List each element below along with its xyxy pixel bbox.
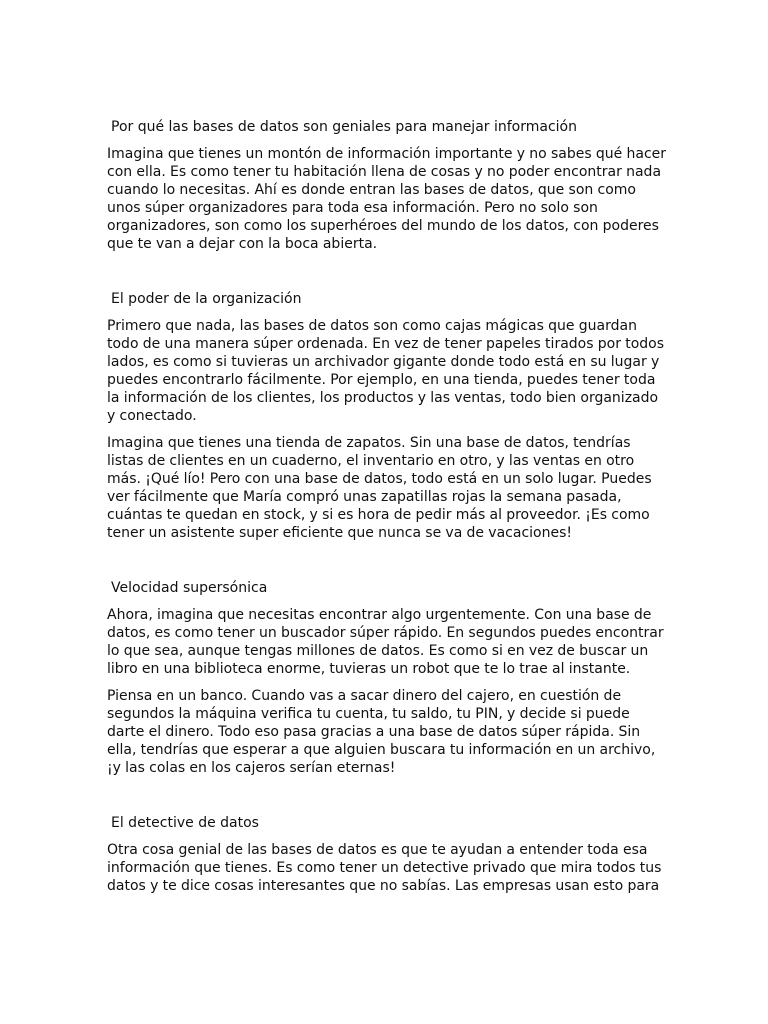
paragraph: Otra cosa genial de las bases de datos es que te ayudan a entender toda esa información que tienes. Es como tener un detective privado que mira todos tus datos y te dice cosas interesantes que no sabías. Las empresas usan esto para (107, 842, 662, 894)
section-heading: Por qué las bases de datos son geniales para manejar información (111, 119, 577, 135)
section-heading: El poder de la organización (111, 291, 302, 307)
section-spacer (107, 551, 667, 579)
paragraph: Ahora, imagina que necesitas encontrar algo urgentemente. Con una base de datos, es como tener un buscador súper rápido. En segundos puedes encontrar lo que sea, aunque tengas millones de datos. Es como si en vez de buscar un libro en una biblioteca enorme, tuvieras un robot que te lo trae al instante. (107, 607, 664, 677)
section-intro (107, 118, 667, 253)
paragraph: Piensa en un banco. Cuando vas a sacar dinero del cajero, en cuestión de segundos la máquina verifica tu cuenta, tu saldo, tu PIN, y decide si puede darte el dinero. Todo eso pasa gracias a una base de datos súper rápida. Sin ella, tendrías que esperar a que alguien buscara tu información en un archivo, ¡y las colas en los cajeros serían eternas! (107, 688, 656, 776)
section-heading: Velocidad supersónica (111, 580, 268, 596)
section-heading: El detective de datos (111, 815, 259, 831)
paragraph: Imagina que tienes una tienda de zapatos. Sin una base de datos, tendrías listas de clientes en un cuaderno, el inventario en otro, y las ventas en otro más. ¡Qué lío! Pero con una base de datos, todo está en un solo lugar. Puedes ver fácilmente que María compró unas zapatillas rojas la semana pasada, cuántas te quedan en stock, y si es hora de pedir más al proveedor. ¡Es como tener un asistente super eficiente que nunca se va de vacaciones! (107, 435, 652, 541)
section-detective (107, 814, 667, 895)
section-spacer (107, 262, 667, 290)
paragraph: Imagina que tienes un montón de información importante y no sabes qué hacer con ella. Es como tener tu habitación llena de cosas y no poder encontrar nada cuando lo necesitas. Ahí es donde entran las bases de datos, que son como unos súper organizadores para toda esa información. Pero no solo son organizadores, son como los superhéroes del mundo de los datos, con poderes que te van a dejar con la boca abierta. (107, 146, 667, 252)
section-organization (107, 290, 667, 542)
document-page (107, 118, 667, 904)
section-spacer (107, 786, 667, 814)
paragraph: Primero que nada, las bases de datos son como cajas mágicas que guardan todo de una manera súper ordenada. En vez de tener papeles tirados por todos lados, es como si tuvieras un archivador gigante donde todo está en su lugar y puedes encontrarlo fácilmente. Por ejemplo, en una tienda, puedes tener toda la información de los clientes, los productos y las ventas, todo bien organizado y conectado. (107, 318, 665, 424)
section-speed (107, 579, 667, 777)
